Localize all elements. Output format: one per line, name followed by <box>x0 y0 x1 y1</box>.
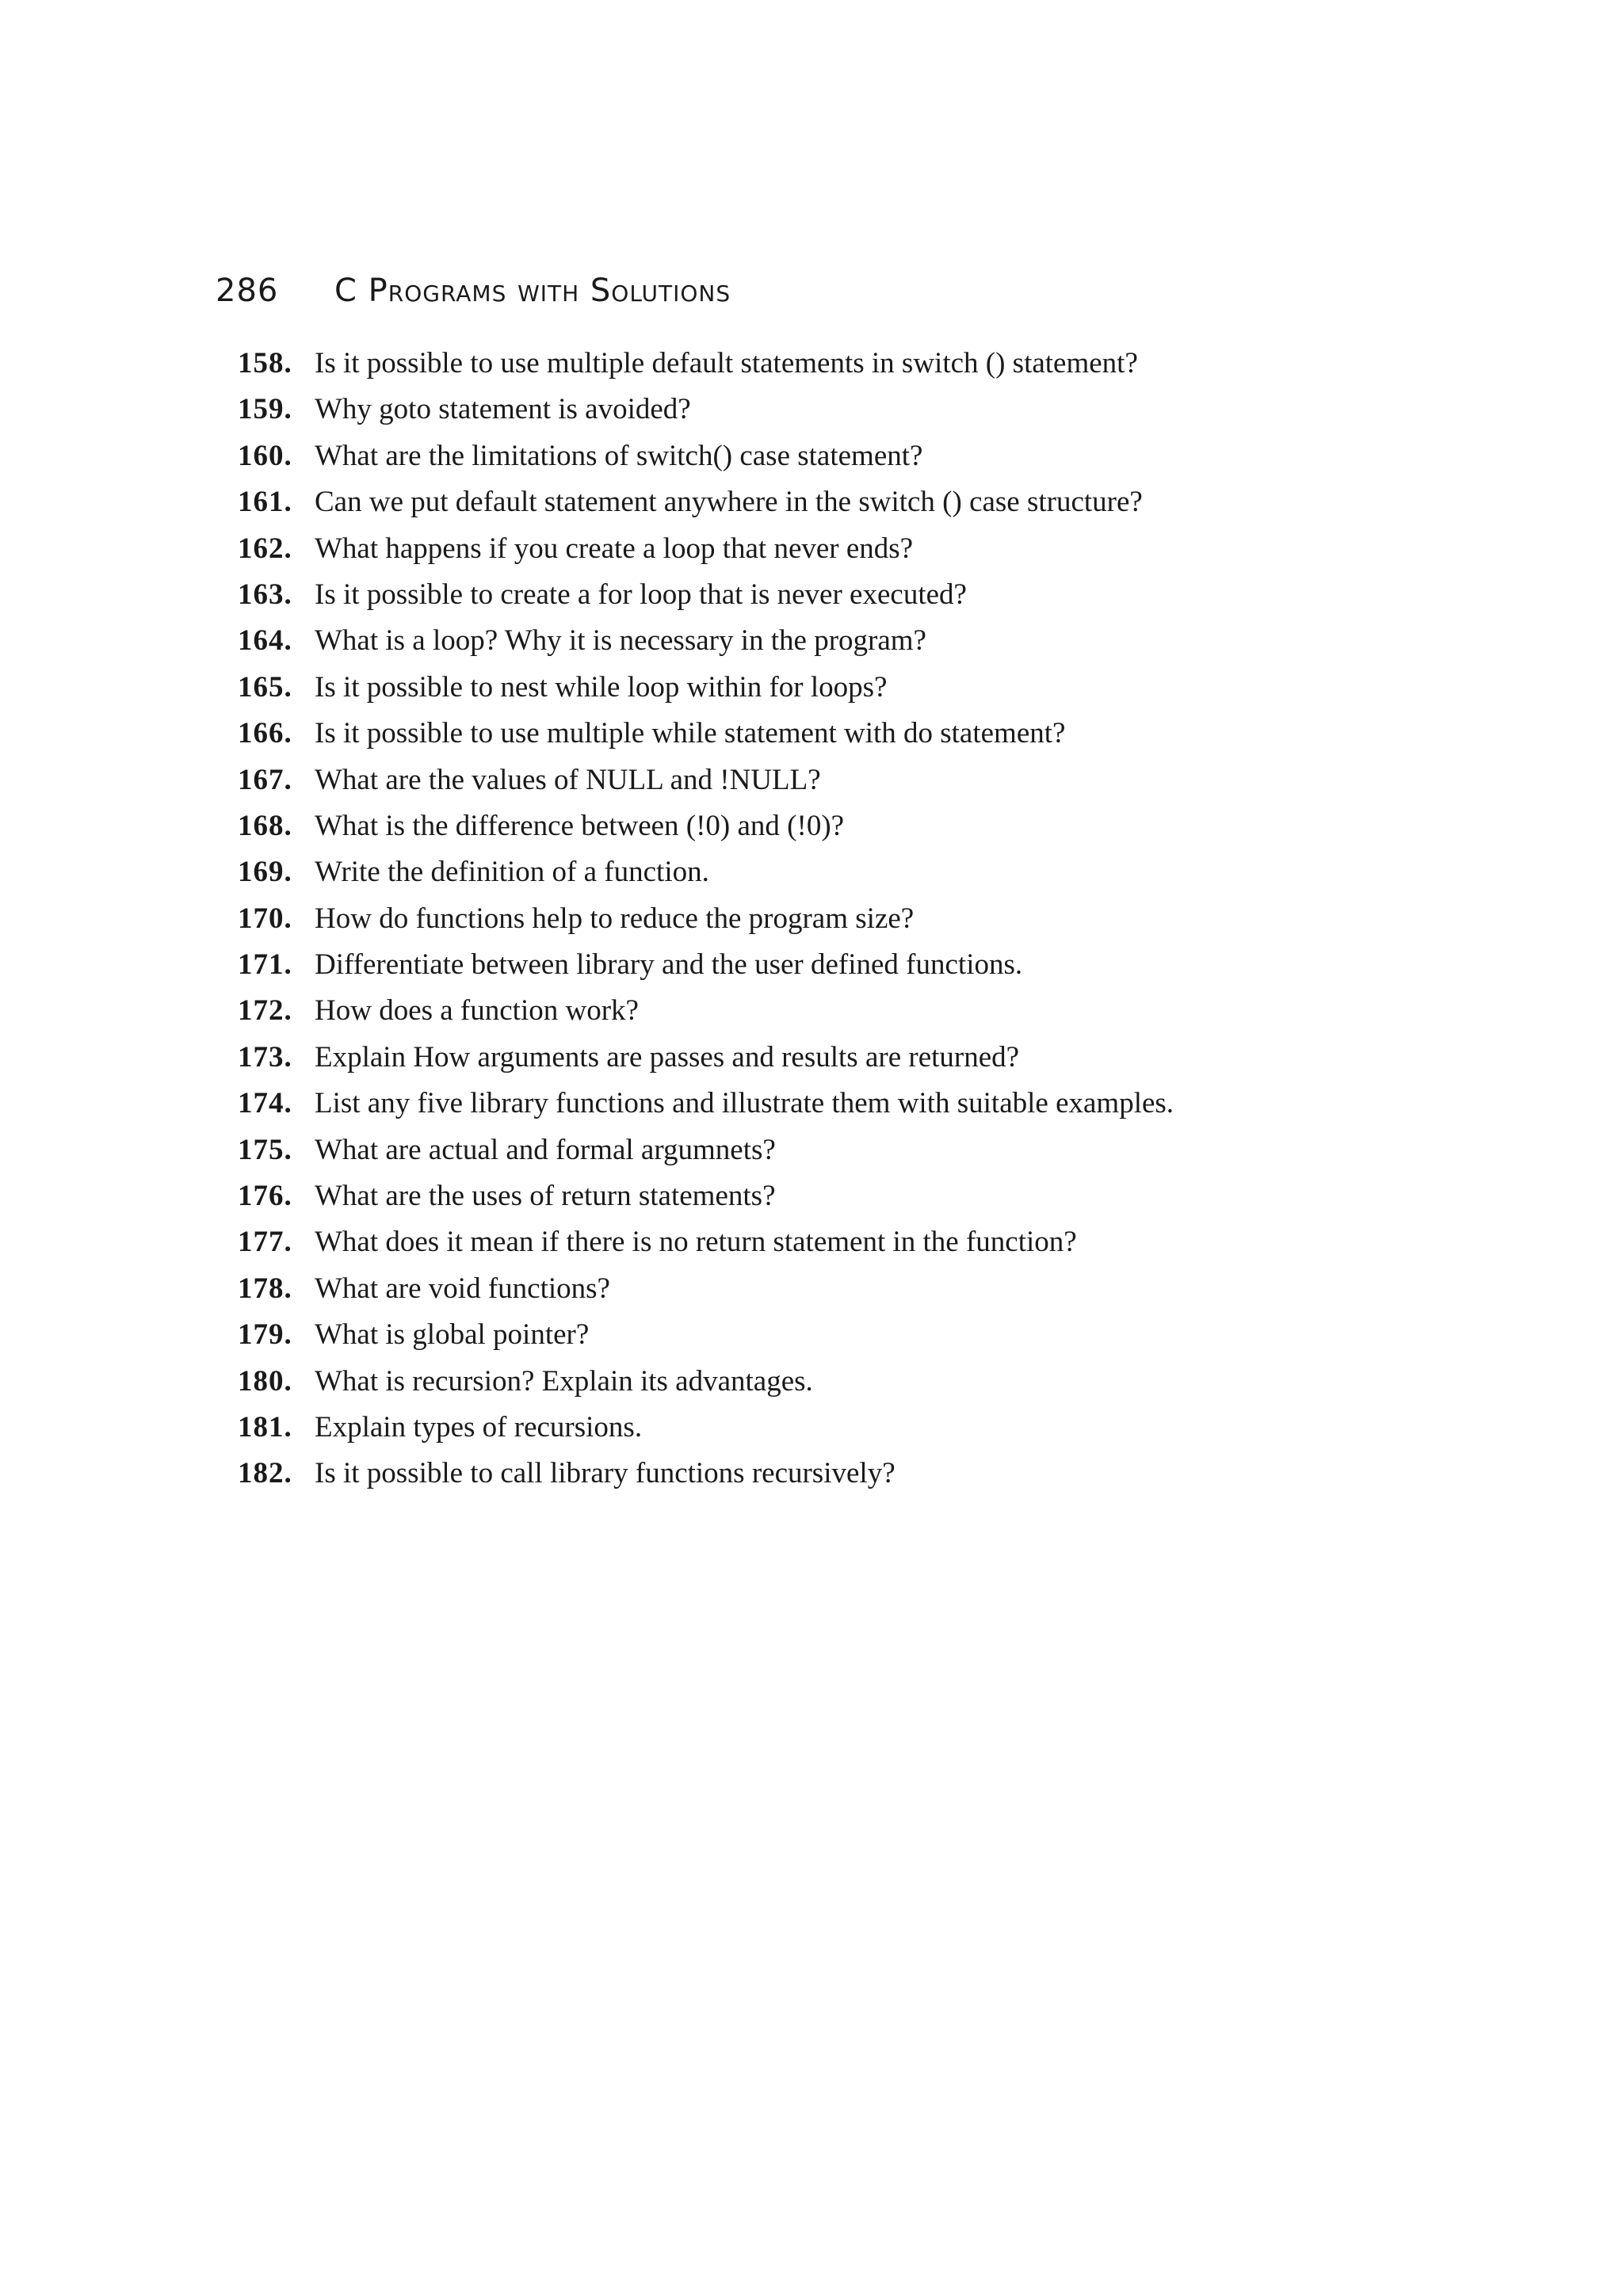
question-item <box>238 988 1426 1034</box>
question-number: 159. <box>238 393 292 426</box>
question-item <box>238 849 1426 895</box>
question-text: Can we put default statement anywhere in the switch () case structure? <box>315 486 1143 519</box>
question-text: Is it possible to create a for loop that is never executed? <box>315 578 967 611</box>
question-number: 175. <box>238 1133 292 1166</box>
question-text: What are void functions? <box>315 1272 610 1305</box>
question-number: 178. <box>238 1272 292 1305</box>
question-item <box>238 1173 1426 1219</box>
question-number: 171. <box>238 948 292 982</box>
question-item <box>238 618 1426 664</box>
question-item <box>238 433 1426 479</box>
question-item <box>238 1081 1426 1127</box>
question-item <box>238 711 1426 757</box>
question-item <box>238 1266 1426 1312</box>
question-item <box>238 572 1426 618</box>
question-number: 164. <box>238 624 292 658</box>
question-text: Write the definition of a function. <box>315 856 709 889</box>
question-text: Is it possible to use multiple default statements in switch () statement? <box>315 347 1138 379</box>
question-text: Is it possible to nest while loop within for loops? <box>315 670 888 704</box>
question-number: 180. <box>238 1364 292 1398</box>
question-text: What are the limitations of switch() case statement? <box>315 439 923 472</box>
question-number: 173. <box>238 1040 292 1074</box>
question-text: Is it possible to use multiple while statement with do statement? <box>315 717 1066 750</box>
question-text: Explain How arguments are passes and results are returned? <box>315 1040 1020 1074</box>
question-item <box>238 1405 1426 1451</box>
question-number: 158. <box>238 347 292 379</box>
question-text: What does it mean if there is no return statement in the function? <box>315 1226 1077 1259</box>
question-text: Differentiate between library and the user defined functions. <box>315 948 1023 982</box>
question-text: List any five library functions and illustrate them with suitable examples. <box>315 1087 1174 1120</box>
question-item <box>238 1127 1426 1173</box>
question-number: 160. <box>238 439 292 472</box>
question-number: 162. <box>238 532 292 565</box>
question-number: 168. <box>238 809 292 842</box>
question-item <box>238 896 1426 942</box>
page-number: 286 <box>216 273 279 309</box>
question-number: 181. <box>238 1410 292 1444</box>
question-item <box>238 1451 1426 1497</box>
question-number: 179. <box>238 1318 292 1352</box>
question-text: What is recursion? Explain its advantages. <box>315 1364 813 1398</box>
question-item <box>238 665 1426 711</box>
question-number: 163. <box>238 578 292 611</box>
question-list <box>238 341 1426 1497</box>
question-text: What are the values of NULL and !NULL? <box>315 763 821 796</box>
question-number: 177. <box>238 1226 292 1259</box>
question-number: 165. <box>238 670 292 704</box>
question-item <box>238 526 1426 572</box>
question-number: 174. <box>238 1087 292 1120</box>
question-text: What are the uses of return statements? <box>315 1180 776 1213</box>
question-item <box>238 942 1426 988</box>
question-item <box>238 1219 1426 1265</box>
question-number: 169. <box>238 856 292 889</box>
question-text: What is global pointer? <box>315 1318 590 1352</box>
question-text: How do functions help to reduce the program size? <box>315 902 915 935</box>
question-text: What are actual and formal argumnets? <box>315 1133 776 1166</box>
question-number: 182. <box>238 1457 292 1490</box>
question-text: Explain types of recursions. <box>315 1410 643 1444</box>
question-item <box>238 757 1426 803</box>
question-number: 170. <box>238 902 292 935</box>
question-text: Is it possible to call library functions recursively? <box>315 1457 896 1490</box>
question-text: What happens if you create a loop that never ends? <box>315 532 914 565</box>
question-number: 176. <box>238 1180 292 1213</box>
question-number: 166. <box>238 717 292 750</box>
question-item <box>238 1035 1426 1081</box>
running-head <box>216 273 731 320</box>
question-number: 172. <box>238 994 292 1028</box>
question-item <box>238 1312 1426 1358</box>
question-number: 161. <box>238 486 292 519</box>
question-number: 167. <box>238 763 292 796</box>
question-item <box>238 387 1426 433</box>
question-text: How does a function work? <box>315 994 639 1028</box>
question-item <box>238 479 1426 525</box>
question-item <box>238 803 1426 849</box>
question-text: Why goto statement is avoided? <box>315 393 691 426</box>
question-item <box>238 1359 1426 1405</box>
book-title: C Programs with Solutions <box>334 273 731 309</box>
question-text: What is a loop? Why it is necessary in the program? <box>315 624 926 658</box>
question-item <box>238 341 1426 387</box>
question-text: What is the difference between (!0) and (!0)? <box>315 809 845 842</box>
